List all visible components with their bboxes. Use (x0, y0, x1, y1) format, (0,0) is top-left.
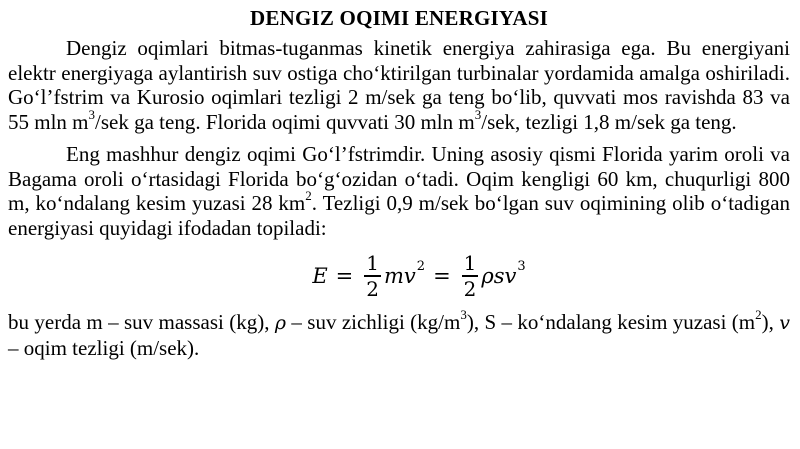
paragraph-legend-text-e: – oqim tezligi (m/sek). (8, 335, 200, 360)
formula-term-rhosv: ρsv (481, 264, 517, 288)
symbol-nu: v (779, 312, 790, 334)
paragraph-legend-text-d: ), (761, 310, 780, 334)
document-title: DENGIZ OQIMI ENERGIYASI (250, 6, 548, 30)
paragraph-legend-text-c: ), S – ko‘ndalang kesim yuzasi (m (466, 310, 756, 334)
energy-formula (48, 242, 790, 310)
fraction-2-denominator: 2 (463, 276, 477, 301)
paragraph-intro-text-b: /sek ga teng. Florida oqimi quvvati 30 mln m (95, 109, 475, 134)
paragraph-gulfstream-text-b: . Tezligi 0,9 m/sek bo‘lgan suv oqimining olib o‘tadigan energiyasi quyidagi ifodadan topiladi: (8, 191, 791, 240)
paragraph-intro-text-a: Dengiz oqimlari bitmas-tuganmas kinetik energiya zahirasiga ega. Bu energiyani elektr energiyaga aylantirish suv ostiga cho‘ktirilgan turbinalar yordamida amalga oshiriladi. Go‘l’fstrim va Kurosio oqimlari tezligi 2 m/sek ga teng bo‘lib, quvvati mos ravishda 83 va 55 mln m (8, 36, 790, 134)
formula-term-rhosv-exponent: 3 (517, 258, 526, 274)
formula-equals-2: = (433, 264, 451, 288)
paragraph-legend-text-b: – suv zichligi (kg/m (286, 310, 461, 334)
formula-fraction-1 (364, 252, 381, 300)
paragraph-legend (8, 307, 790, 360)
superscript-cubic-3: 3 (460, 307, 467, 322)
formula-lhs: E (312, 264, 328, 288)
superscript-square-2: 2 (755, 307, 762, 322)
paragraph-gulfstream-text-a: Eng mashhur dengiz oqimi Go‘l’fstrimdir. Uning asosiy qismi Florida yarim oroli va Bagama oroli o‘rtasidagi Florida bo‘g‘ozidan o‘tadi. Oqim kengligi 60 km, chuqurligi 800 m, ko‘ndalang kesim yuzasi 28 km (8, 142, 790, 215)
fraction-1-denominator: 2 (366, 276, 379, 301)
formula-fraction-2 (462, 252, 479, 300)
superscript-cubic-1: 3 (88, 106, 96, 122)
formula-term-mv: mv (384, 264, 416, 288)
paragraph-intro-text-c: /sek, tezligi 1,8 m/sek ga teng. (481, 109, 737, 134)
fraction-1-numerator: 1 (366, 251, 379, 276)
fraction-2-numerator: 1 (463, 251, 477, 276)
formula-equals-1: = (335, 264, 354, 288)
symbol-rho: ρ (274, 312, 287, 334)
formula-term-mv-exponent: 2 (416, 258, 426, 274)
paragraph-legend-text-a: bu yerda m – suv massasi (kg), (8, 310, 275, 334)
paragraph-gulfstream (8, 142, 790, 240)
superscript-cubic-2: 3 (474, 106, 482, 122)
paragraph-intro (8, 36, 790, 134)
superscript-square-1: 2 (305, 188, 312, 203)
